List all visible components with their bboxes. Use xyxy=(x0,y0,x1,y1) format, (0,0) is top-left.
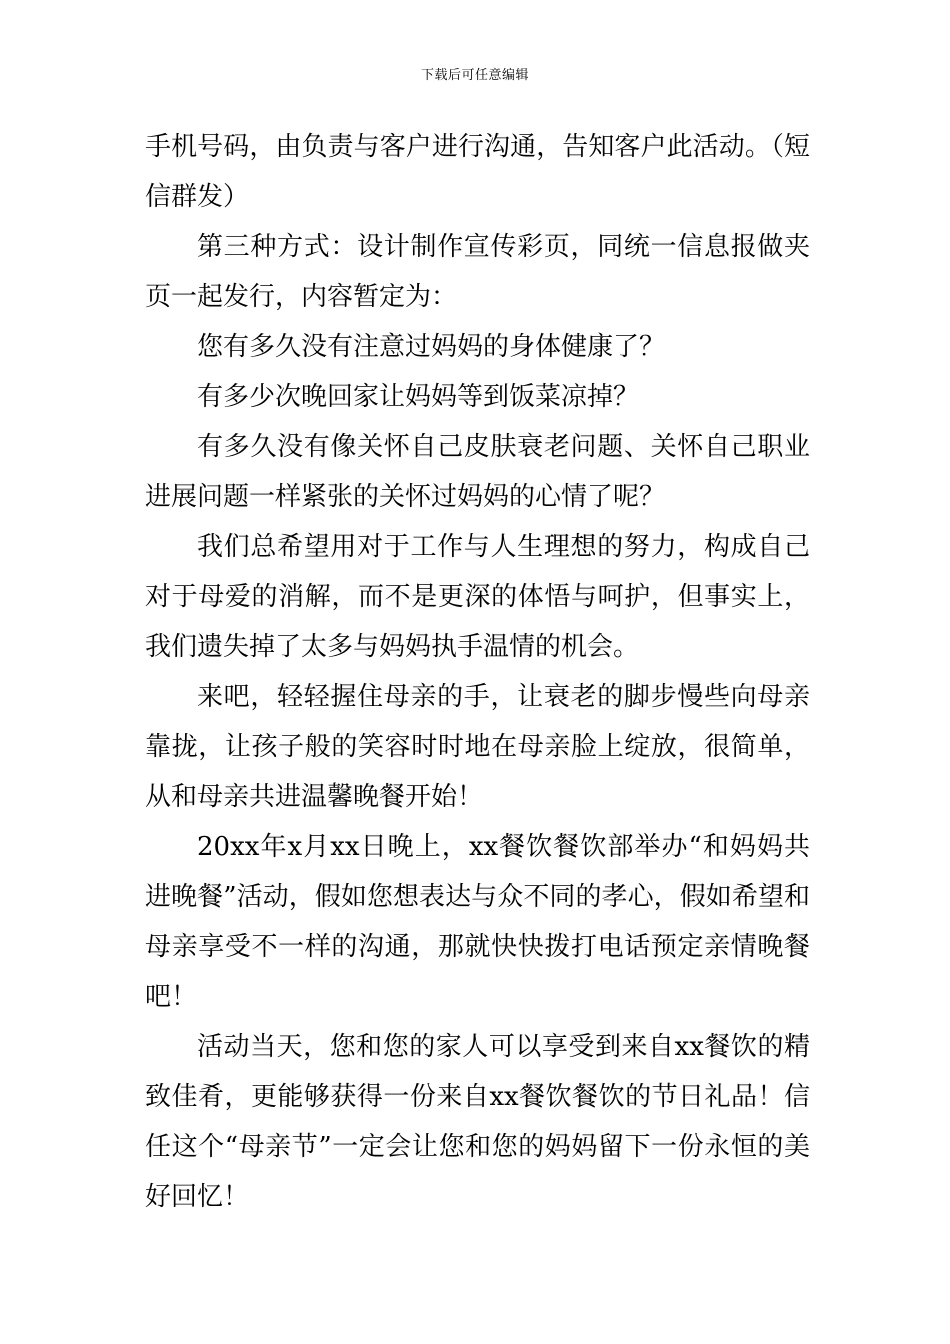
paragraph-event-announcement: 20xx年x月xx日晚上，xx餐饮餐饮部举办“和妈妈共进晚餐”活动，假如您想表达与众不同的孝心，假如希望和母亲享受不一样的沟通，那就快快拨打电话预定亲情晚餐吧！ xyxy=(145,832,810,1012)
paragraph-event-gift: 活动当天，您和您的家人可以享受到来自xx餐饮的精致佳肴，更能够获得一份来自xx餐饮餐饮的节日礼品！信任这个“母亲节”一定会让您和您的妈妈留下一份永恒的美好回忆！ xyxy=(145,1032,810,1212)
paragraph-question-care: 有多久没有像关怀自己皮肤衰老问题、关怀自己职业进展问题一样紧张的关怀过妈妈的心情了呢？ xyxy=(145,432,810,512)
paragraph-method-three: 第三种方式：设计制作宣传彩页，同统一信息报做夹页一起发行，内容暂定为： xyxy=(145,232,810,312)
paragraph-reflection: 我们总希望用对于工作与人生理想的努力，构成自己对于母爱的消解，而不是更深的体悟与呵护，但事实上，我们遗失掉了太多与妈妈执手温情的机会。 xyxy=(145,532,810,662)
page-header: 下载后可任意编辑 xyxy=(420,68,529,83)
document-body xyxy=(145,122,810,1222)
paragraph-question-health: 您有多久没有注意过妈妈的身体健康了？ xyxy=(197,332,666,362)
paragraph-invitation: 来吧，轻轻握住母亲的手，让衰老的脚步慢些向母亲靠拢，让孩子般的笑容时时地在母亲脸上绽放，很简单，从和母亲共进温馨晚餐开始！ xyxy=(145,682,810,812)
paragraph-contact-sms: 手机号码，由负责与客户进行沟通，告知客户此活动。（短信群发） xyxy=(145,132,810,212)
paragraph-question-dinner: 有多少次晚回家让妈妈等到饭菜凉掉？ xyxy=(197,382,640,412)
